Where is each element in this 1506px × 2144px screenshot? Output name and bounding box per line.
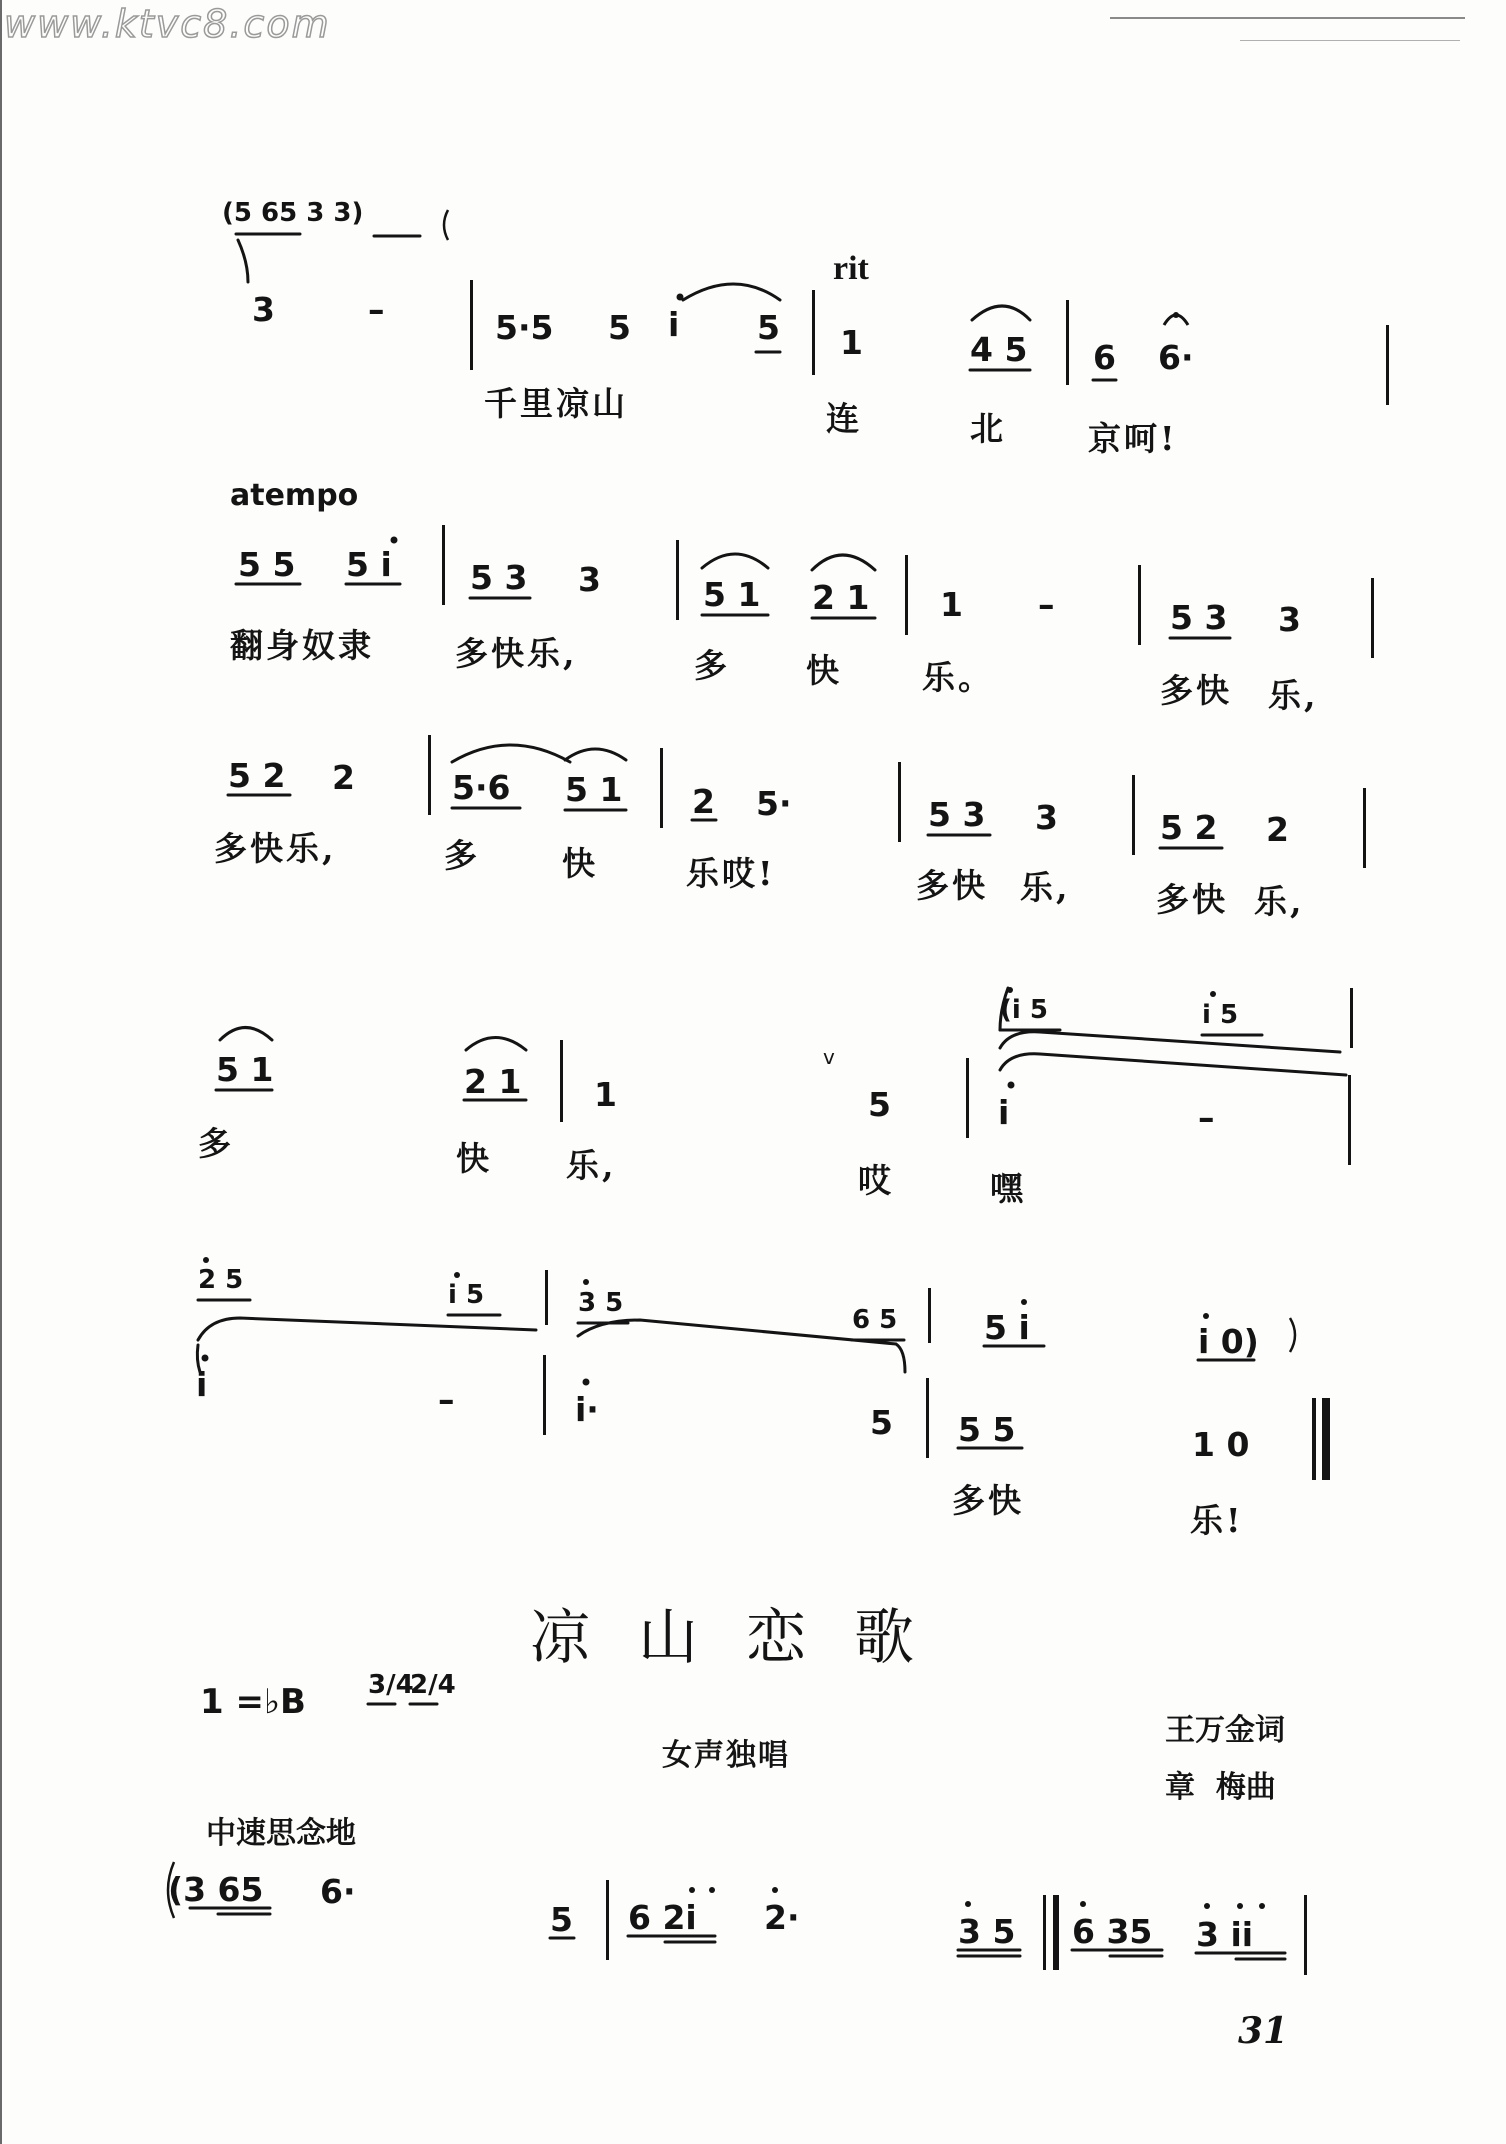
upper-voice-note: i 5 [448,1280,485,1310]
barline [966,1058,969,1138]
barline [1138,565,1141,645]
barline [1304,1895,1307,1975]
note: 4 5 [970,330,1028,369]
octave-dot [1259,1903,1265,1909]
lyric: 多快 [1160,671,1232,710]
note: 5 5 [238,545,296,584]
lyric: 多 [694,646,730,685]
barline [676,540,679,620]
note-accent: 1 0 [1192,1425,1250,1464]
octave-dot [583,1379,590,1386]
note: 6 [1093,338,1116,377]
note: 2 [332,758,355,797]
note: 2 [1266,810,1289,849]
slur-mark [972,306,1030,320]
note: 3 5 [958,1912,1016,1951]
note: 5 [757,308,780,347]
octave-dot [391,537,398,544]
lyric: 快 [806,651,842,690]
upper-voice-note: 2 5 [198,1265,244,1295]
barline [545,1270,548,1325]
key-signature: 1 =♭B [200,1682,306,1722]
barline [905,555,908,635]
note: 2 1 [464,1062,522,1101]
lyricist-credit: 王万金词 [1165,1713,1285,1748]
lyric: 多 [198,1124,234,1163]
note: 5 [870,1403,893,1442]
lyric: 连 [826,399,862,438]
octave-dot [583,1279,589,1285]
barline [470,280,473,370]
lyric: 多快乐, [455,634,578,673]
slur-mark [683,284,780,300]
lyric: 乐, [1254,882,1305,921]
performance-type: 女声独唱 [662,1738,790,1773]
note: 5· [756,784,792,823]
note: 3 [578,560,601,599]
barline [1371,578,1374,658]
lyric: 嘿 [990,1169,1026,1208]
note: i [668,305,680,344]
note: 6 35 [1072,1912,1153,1951]
barline [1066,300,1069,385]
tempo-marking: rit [833,250,869,287]
note: 2 1 [812,578,870,617]
slur-mark [466,1038,526,1051]
barline [1350,988,1353,1048]
scan-artifact-line [1110,17,1465,19]
note: 5 2 [1160,808,1218,847]
lyric: 乐, [1020,868,1071,907]
lyric: 京呵! [1088,419,1178,458]
tempo-expression: 中速思念地 [206,1816,356,1851]
octave-dot [1210,991,1216,997]
note: 3 ii [1196,1915,1254,1954]
breath-mark: v [823,1045,835,1069]
note: 6 2i [628,1898,697,1937]
barline [428,735,431,815]
final-barline-thin [1312,1398,1316,1480]
lyric: 多快 [1156,880,1228,919]
page-number: 31 [1238,2010,1289,2052]
fermata-dot [1173,312,1179,318]
octave-dot [1080,1901,1086,1907]
octave-dot [1204,1903,1210,1909]
lyric: 千里凉山 [484,384,628,423]
lyric: 北 [970,409,1006,448]
slur-mark [812,555,875,570]
octave-dot [1021,1299,1027,1305]
note-dash: – [438,1380,455,1419]
note: 3 [1278,600,1301,639]
octave-dot [772,1887,778,1893]
note: 5·6 [452,768,511,807]
upper-voice-note-accent: i 0) [1198,1322,1259,1361]
page-margin-line [0,0,2,2144]
fermata-arc [1164,315,1188,325]
note: 5 3 [1170,598,1228,637]
barline [1386,325,1389,405]
note: 2 [692,782,715,821]
note: 5 1 [565,770,623,809]
song-title: 凉山恋歌 [530,1603,962,1673]
barline [442,525,445,605]
octave-dot [1007,987,1013,993]
octave-dot [454,1272,460,1278]
grace-notes: (5 65 3 3) [222,198,364,228]
lyric: 多快 [952,1481,1024,1520]
barline [1363,788,1366,868]
note: 5 i [346,545,392,584]
parenthesis-mark [1290,1318,1295,1352]
final-barline-thick [1322,1398,1330,1480]
octave-dot [1237,1903,1243,1909]
upper-voice-note: (i 5 [1000,995,1048,1025]
watermark: www.ktvc8.com [4,2,331,46]
slur-mark [452,745,570,762]
barline [660,748,663,828]
lyric: 哎 [858,1161,894,1200]
time-signature: 3/4 [368,1670,414,1700]
note: 5 [608,308,631,347]
note: 3 [252,290,275,329]
note: 1 [594,1075,617,1114]
note: 5·5 [495,308,554,347]
composer-credit: 章 梅曲 [1165,1770,1276,1805]
barline [606,1880,609,1960]
tie-mark [198,1318,536,1340]
lyric: 多快乐, [214,829,337,868]
barline [1348,1075,1351,1165]
note: 6· [320,1872,356,1911]
note: 1 [940,585,963,624]
note: 2· [764,1898,800,1937]
note: i [998,1093,1010,1132]
lyric: 乐! [1190,1501,1244,1540]
note: 1 [840,323,863,362]
note-dash: – [1038,585,1055,624]
octave-dot [1008,1082,1015,1089]
lyric: 多 [444,836,480,875]
barline [926,1378,929,1458]
barline [543,1355,546,1435]
slur-mark [220,1028,272,1041]
note-fermata: 6· [1158,338,1194,377]
octave-dot [202,1355,209,1362]
upper-voice-note: 6 5 [852,1305,898,1335]
lyric: 翻身奴隶 [230,626,374,665]
tie-mark [1000,1032,1340,1052]
note: 3 [1035,798,1058,837]
note: i [196,1365,208,1404]
octave-dot [965,1901,971,1907]
note-dash: – [368,290,385,329]
note: 5 3 [928,795,986,834]
octave-dot [1203,1313,1209,1319]
lyric: 快 [456,1139,492,1178]
upper-voice-note-accent: 5 i [984,1308,1030,1347]
upper-voice-note: 3 5 [578,1288,624,1318]
scan-artifact-line [1240,40,1460,41]
note: (3 65 [168,1870,264,1909]
slur-mark [238,240,248,282]
barline [898,762,901,842]
upper-voice-note: i 5 [1202,1000,1239,1030]
note: 5 3 [470,558,528,597]
lyric: 乐, [1268,676,1319,715]
barline [560,1040,563,1122]
lyric: 多快 [916,866,988,905]
note: 5 [550,1900,573,1939]
octave-dot [203,1257,209,1263]
note: 5 2 [228,756,286,795]
note-dash: – [1198,1098,1215,1137]
lyric: 乐, [566,1146,617,1185]
note: i· [575,1390,599,1429]
tie-mark [1000,1054,1346,1075]
note-accent: 5 5 [958,1410,1016,1449]
slur-mark [702,554,768,568]
slur-mark [565,749,626,760]
octave-dot [677,294,684,301]
octave-dot [689,1887,695,1893]
note: 5 1 [216,1050,274,1089]
note: 5 1 [703,575,761,614]
repeat-barline [1043,1895,1046,1970]
barline [1132,775,1135,855]
barline [812,290,815,375]
time-signature: 2/4 [410,1670,456,1700]
parenthesis-mark [444,210,448,240]
repeat-barline-thick [1053,1895,1059,1970]
lyric: 乐哎! [686,854,776,893]
note: 5 [868,1085,891,1124]
barline [928,1288,931,1343]
lyric: 乐。 [922,658,994,697]
tempo-marking: atempo [230,478,359,513]
octave-dot [709,1887,715,1893]
lyric: 快 [562,844,598,883]
